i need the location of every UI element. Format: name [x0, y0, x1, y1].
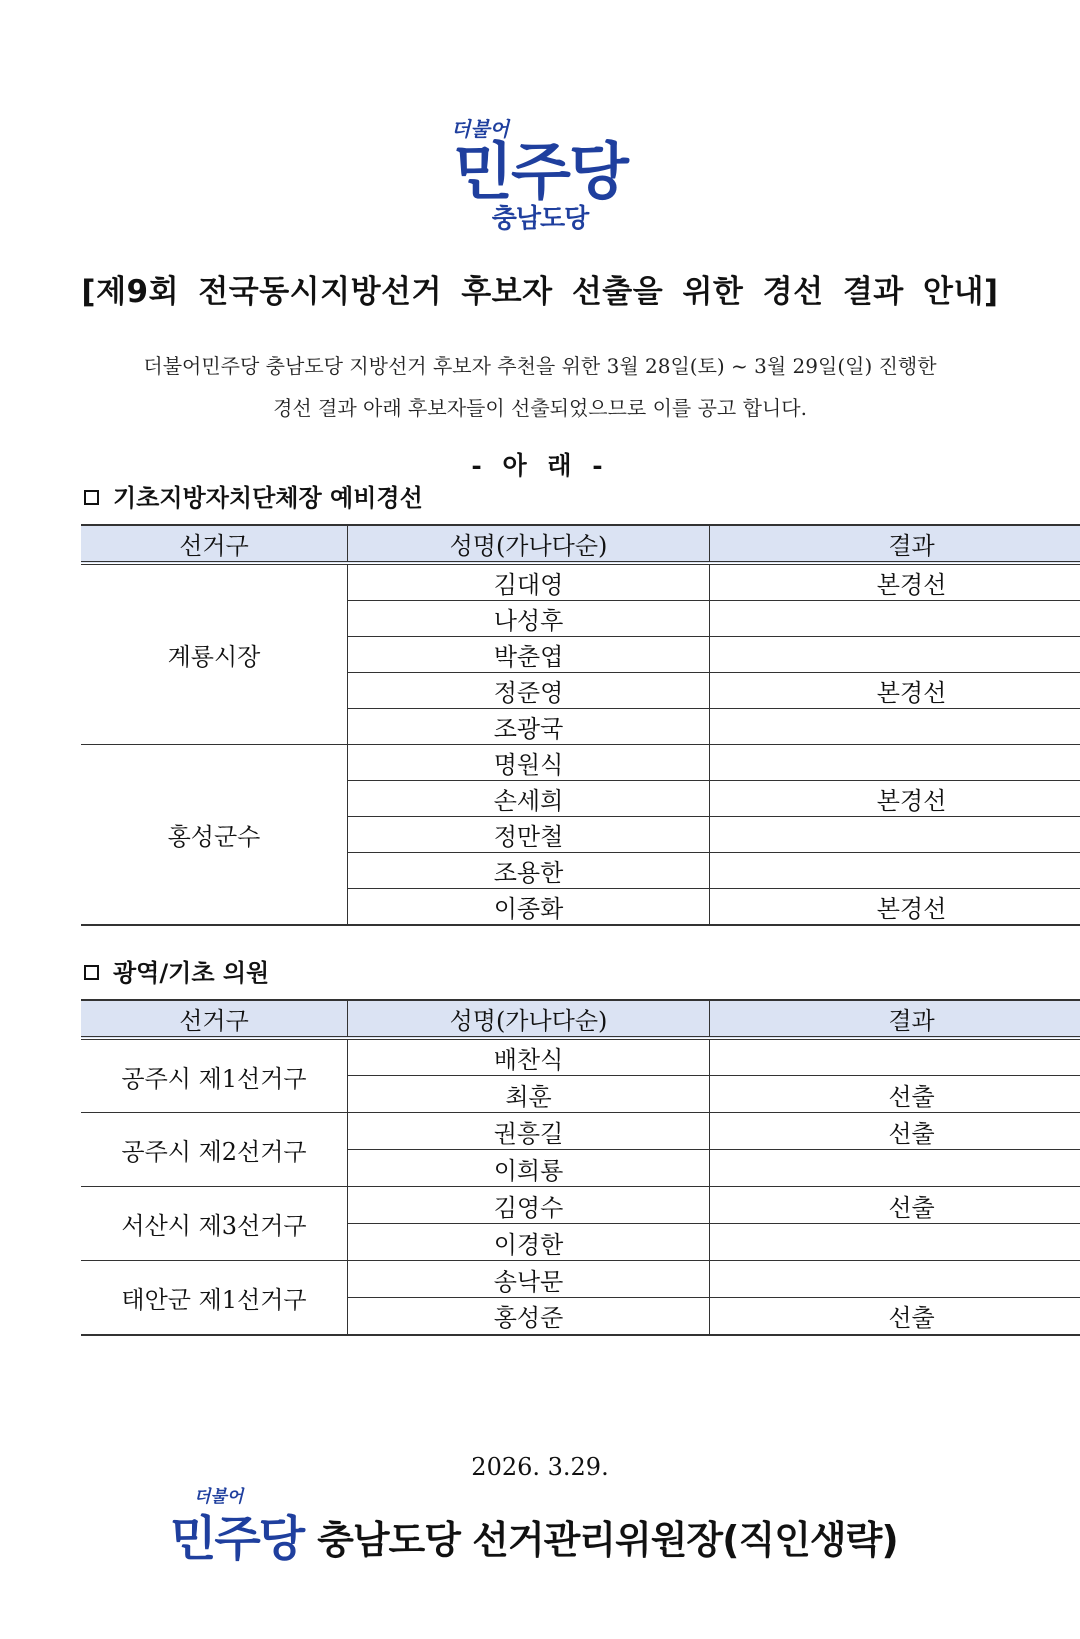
- section1-table: [81, 524, 1080, 926]
- result-cell: [710, 601, 1080, 637]
- footer-logo-small: 더불어: [194, 1487, 244, 1507]
- result-cell: 선출: [710, 1187, 1080, 1224]
- section1-title: [84, 478, 423, 513]
- intro-line-1: 더불어민주당 충남도당 지방선거 후보자 추천을 위한 3월 28일(토) ~ 3월 29일(일) 진행한: [143, 354, 937, 378]
- candidate-name-cell: 정준영: [348, 673, 710, 709]
- result-cell: 본경선: [710, 563, 1080, 601]
- logo-main-text: 민주당: [453, 135, 627, 208]
- table-row: [81, 563, 1080, 601]
- district-cell: 공주시 제2선거구: [81, 1113, 348, 1187]
- result-cell: [710, 1038, 1080, 1076]
- result-cell: 본경선: [710, 889, 1080, 926]
- table-header-cell: 결과: [710, 525, 1080, 563]
- table-row: [81, 1261, 1080, 1298]
- party-logo: [0, 118, 1080, 234]
- result-cell: [710, 709, 1080, 745]
- arae-heading: - 아 래 -: [471, 451, 609, 480]
- result-cell: [710, 637, 1080, 673]
- table-row: [81, 1187, 1080, 1224]
- district-cell: 홍성군수: [81, 745, 348, 926]
- candidate-name-cell: 송낙문: [348, 1261, 710, 1298]
- logo-sub-text: 충남도당: [491, 204, 589, 234]
- table-header-cell: 선거구: [81, 1000, 348, 1038]
- table-header-row: [81, 1000, 1080, 1038]
- table-row: [81, 745, 1080, 781]
- candidate-name-cell: 조광국: [348, 709, 710, 745]
- candidate-name-cell: 이종화: [348, 889, 710, 926]
- section1-title-text: 기초지방자치단체장 예비경선: [113, 484, 423, 512]
- candidate-name-cell: 김영수: [348, 1187, 710, 1224]
- footer-logo: [170, 1487, 304, 1569]
- result-cell: [710, 1261, 1080, 1298]
- candidate-name-cell: 명원식: [348, 745, 710, 781]
- candidate-name-cell: 이경한: [348, 1224, 710, 1261]
- intro-paragraph: [0, 345, 1080, 429]
- candidate-name-cell: 손세희: [348, 781, 710, 817]
- candidate-name-cell: 김대영: [348, 563, 710, 601]
- district-cell: 서산시 제3선거구: [81, 1187, 348, 1261]
- table-header-row: [81, 525, 1080, 563]
- footer-signature: [170, 1487, 1050, 1569]
- district-cell: 태안군 제1선거구: [81, 1261, 348, 1335]
- table-header-cell: 결과: [710, 1000, 1080, 1038]
- result-cell: [710, 1150, 1080, 1187]
- candidate-name-cell: 조용한: [348, 853, 710, 889]
- intro-line-2: 경선 결과 아래 후보자들이 선출되었으므로 이를 공고 합니다.: [273, 396, 807, 420]
- table-row: [81, 1113, 1080, 1150]
- result-cell: 선출: [710, 1298, 1080, 1335]
- candidate-name-cell: 이희룡: [348, 1150, 710, 1187]
- footer-text: 충남도당 선거관리위원장(직인생략): [317, 1518, 898, 1562]
- candidate-name-cell: 최훈: [348, 1076, 710, 1113]
- table-header-cell: 성명(가나다순): [348, 1000, 710, 1038]
- document-date: 2026. 3.29.: [471, 1453, 609, 1481]
- district-cell: 공주시 제1선거구: [81, 1038, 348, 1113]
- candidate-name-cell: 권흥길: [348, 1113, 710, 1150]
- candidate-name-cell: 정만철: [348, 817, 710, 853]
- candidate-name-cell: 홍성준: [348, 1298, 710, 1335]
- result-cell: 선출: [710, 1076, 1080, 1113]
- candidate-name-cell: 박춘엽: [348, 637, 710, 673]
- section2-title: [84, 953, 269, 988]
- logo-small-text: 더불어: [451, 117, 509, 141]
- candidate-name-cell: 나성후: [348, 601, 710, 637]
- document-title: [제9회 전국동시지방선거 후보자 선출을 위한 경선 결과 안내]: [81, 274, 999, 310]
- result-cell: [710, 745, 1080, 781]
- table-header-cell: 성명(가나다순): [348, 525, 710, 563]
- checkbox-square-icon: [84, 490, 99, 505]
- footer-logo-big: 민주당: [170, 1511, 304, 1567]
- result-cell: 본경선: [710, 673, 1080, 709]
- section2-title-text: 광역/기초 의원: [113, 959, 270, 987]
- result-cell: 선출: [710, 1113, 1080, 1150]
- table-header-cell: 선거구: [81, 525, 348, 563]
- candidate-name-cell: 배찬식: [348, 1038, 710, 1076]
- result-cell: [710, 1224, 1080, 1261]
- checkbox-square-icon: [84, 965, 99, 980]
- table-row: [81, 1038, 1080, 1076]
- district-cell: 계룡시장: [81, 563, 348, 745]
- result-cell: [710, 817, 1080, 853]
- section2-table: [81, 999, 1080, 1336]
- result-cell: [710, 853, 1080, 889]
- result-cell: 본경선: [710, 781, 1080, 817]
